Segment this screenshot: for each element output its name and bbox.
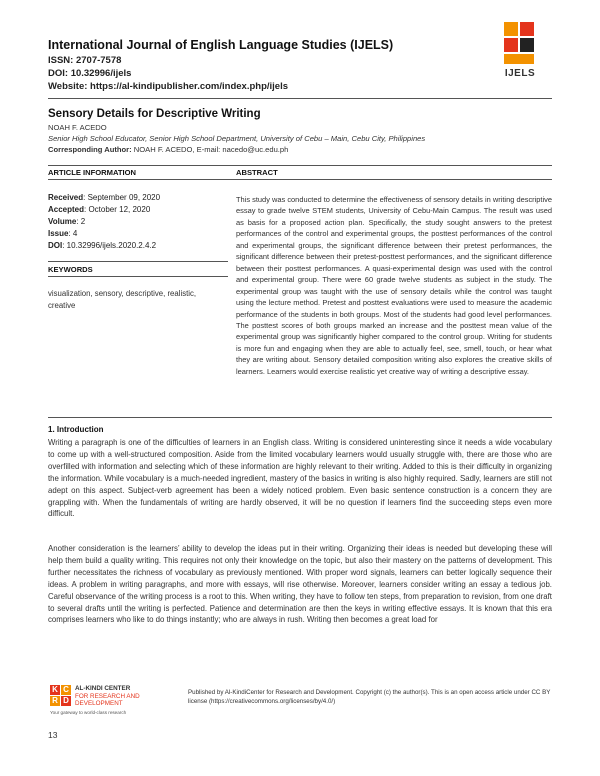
doi-value[interactable]: : 10.32996/ijels.2020.2.4.2	[62, 241, 157, 250]
logo-square-red	[520, 22, 534, 36]
journal-logo	[496, 22, 544, 84]
logo-letter-r: R	[50, 696, 60, 706]
abstract-text: This study was conducted to determine the effectiveness of sensory details in writing descriptive essay to grade twelve STEM students, University of Cebu-Main Campus. The result was used as basis for a proposed action plan. Specifically, the study sought answers to the pretest performances of the control and experimental groups, the posttest performances of the control and experimental groups, the significant difference between their pretest performances, the significant difference between their pretest-posttest performances, and the significant difference between their posttest performances. A quasi-experimental design was used with the control and experimental group. There were 60 grade twelve students as subject in the study. The experimental group was taught with the use of sensory details while the control was taught using the lecture method. Pretest and posttest evaluations were used to measure the academic performance of the students in both groups. Most of the students had good level performances. The posttest scores of both groups marked an increase and the posttest mean value of the experimental group was significantly higher compared to the control group. Writing for students is more fun and engaging when they are able to actually feel, see, smell, touch, or hear what they are writing about. Sensory detailed composition writing also explores the creative skills of learners. Learners would exercise realistic yet creative way of writing a descriptive essay.	[236, 195, 552, 376]
logo-letter-c: C	[61, 685, 71, 695]
logo-letter-k: K	[50, 685, 60, 695]
publisher-name-2: FOR RESEARCH AND	[75, 692, 140, 700]
journal-doi: DOI: 10.32996/ijels	[48, 68, 132, 79]
abstract-header: ABSTRACT	[236, 168, 278, 177]
license-text: Published by Al-KindiCenter for Research and Development. Copyright (c) the author(s). This is an open access article under CC BY license (https://creativecommons.org/licenses/by/4.0/)	[188, 689, 551, 706]
logo-letter-d: D	[61, 696, 71, 706]
corresponding-label: Corresponding Author:	[48, 145, 132, 154]
logo-text: IJELS	[504, 68, 536, 79]
author-affiliation: Senior High School Educator, Senior High School Department, University of Cebu – Main, Cebu City, Philippines	[48, 134, 426, 143]
article-info-header: ARTICLE INFORMATION	[48, 168, 137, 177]
abstract-bottom-rule	[48, 417, 552, 418]
publisher-name-3: DEVELOPMENT	[75, 700, 123, 707]
article-info	[48, 192, 228, 252]
page-number: 13	[48, 730, 58, 740]
keywords-list: visualization, sensory, descriptive, realistic, creative	[48, 289, 197, 310]
table-header-rule	[48, 179, 552, 180]
author-name: NOAH F. ACEDO	[48, 123, 107, 132]
keywords-top-rule	[48, 261, 228, 262]
received-value: : September 09, 2020	[83, 193, 161, 202]
accepted-label: Accepted	[48, 205, 85, 214]
publisher-tagline: Your gateway to world-class research	[50, 710, 127, 715]
journal-issn: ISSN: 2707-7578	[48, 55, 122, 66]
journal-website[interactable]: Website: https://al-kindipublisher.com/index.php/ijels	[48, 81, 288, 92]
volume-value: : 2	[76, 217, 86, 226]
publisher-name-1: AL-KINDI CENTER	[75, 685, 131, 692]
article-title: Sensory Details for Descriptive Writing	[48, 108, 261, 120]
introduction-heading: 1. Introduction	[48, 425, 104, 434]
keywords-header: KEYWORDS	[48, 265, 93, 274]
issue-value: : 4	[68, 229, 78, 238]
logo-square-red-2	[504, 38, 518, 52]
received-label: Received	[48, 193, 84, 202]
logo-square-dark	[520, 38, 534, 52]
publisher-logo	[50, 685, 186, 725]
logo-square-orange	[504, 22, 518, 36]
keywords-bottom-rule	[48, 276, 228, 277]
intro-paragraph-1: Writing a paragraph is one of the difficulties of learners in an English class. Writing is considered uninteresting since it needs a wide vocabulary to come up with a well-structured composition. Aside from the limited vocabulary learners would usually struggle with, there are those who are overfilled with information and selecting which of these information are highly relevant to their writing. Added to this is their difficulty in organizing the information. While vocabulary is a much-needed ingredient, mastery of the basics in writing is also highly required. Sadly, learners are still not adept on this aspect. Subject-verb agreement has been a widely noticed problem. Even basic sentence construction is a concern they are grappling with. When the fundamentals of writing are hardly observed, it will be no question if learners find the succeeding steps even more difficult.	[48, 438, 552, 519]
accepted-value: : October 12, 2020	[84, 205, 151, 214]
table-top-rule	[48, 165, 552, 166]
logo-bar-orange	[504, 54, 534, 64]
intro-paragraph-2: Another consideration is the learners’ ability to develop the ideas put in their writing. Organizing their ideas is needed but developing these will help them build a quality writing. This requires not only their knowledge on the topic, but also their mastery on the patterns of development. This further necessitates the richness of vocabulary as previously mentioned. With proper word signals, learners can better logically sequence their ideas. A problem in writing paragraphs, and more with essays, will rise otherwise. Moreover, learners consider writing an essay a tedious job. Careful observance of the writing process is a root to this. When writing, they have to follow ten steps, from preparation to revision, from one draft to several drafts until the writing is perfected. Patience and determination are then the keys in writing effective essays. It is known that this era comprises learners who like to do things instantly; who are always in rush. Writing then becomes a great load for	[48, 544, 552, 625]
issue-label: Issue	[48, 229, 69, 238]
corresponding-author	[48, 144, 288, 155]
doi-label: DOI	[48, 241, 63, 250]
journal-title: International Journal of English Language Studies (IJELS)	[48, 38, 394, 52]
volume-label: Volume	[48, 217, 77, 226]
header-rule	[48, 98, 552, 99]
corresponding-value: NOAH F. ACEDO, E-mail: nacedo@uc.edu.ph	[131, 145, 289, 154]
